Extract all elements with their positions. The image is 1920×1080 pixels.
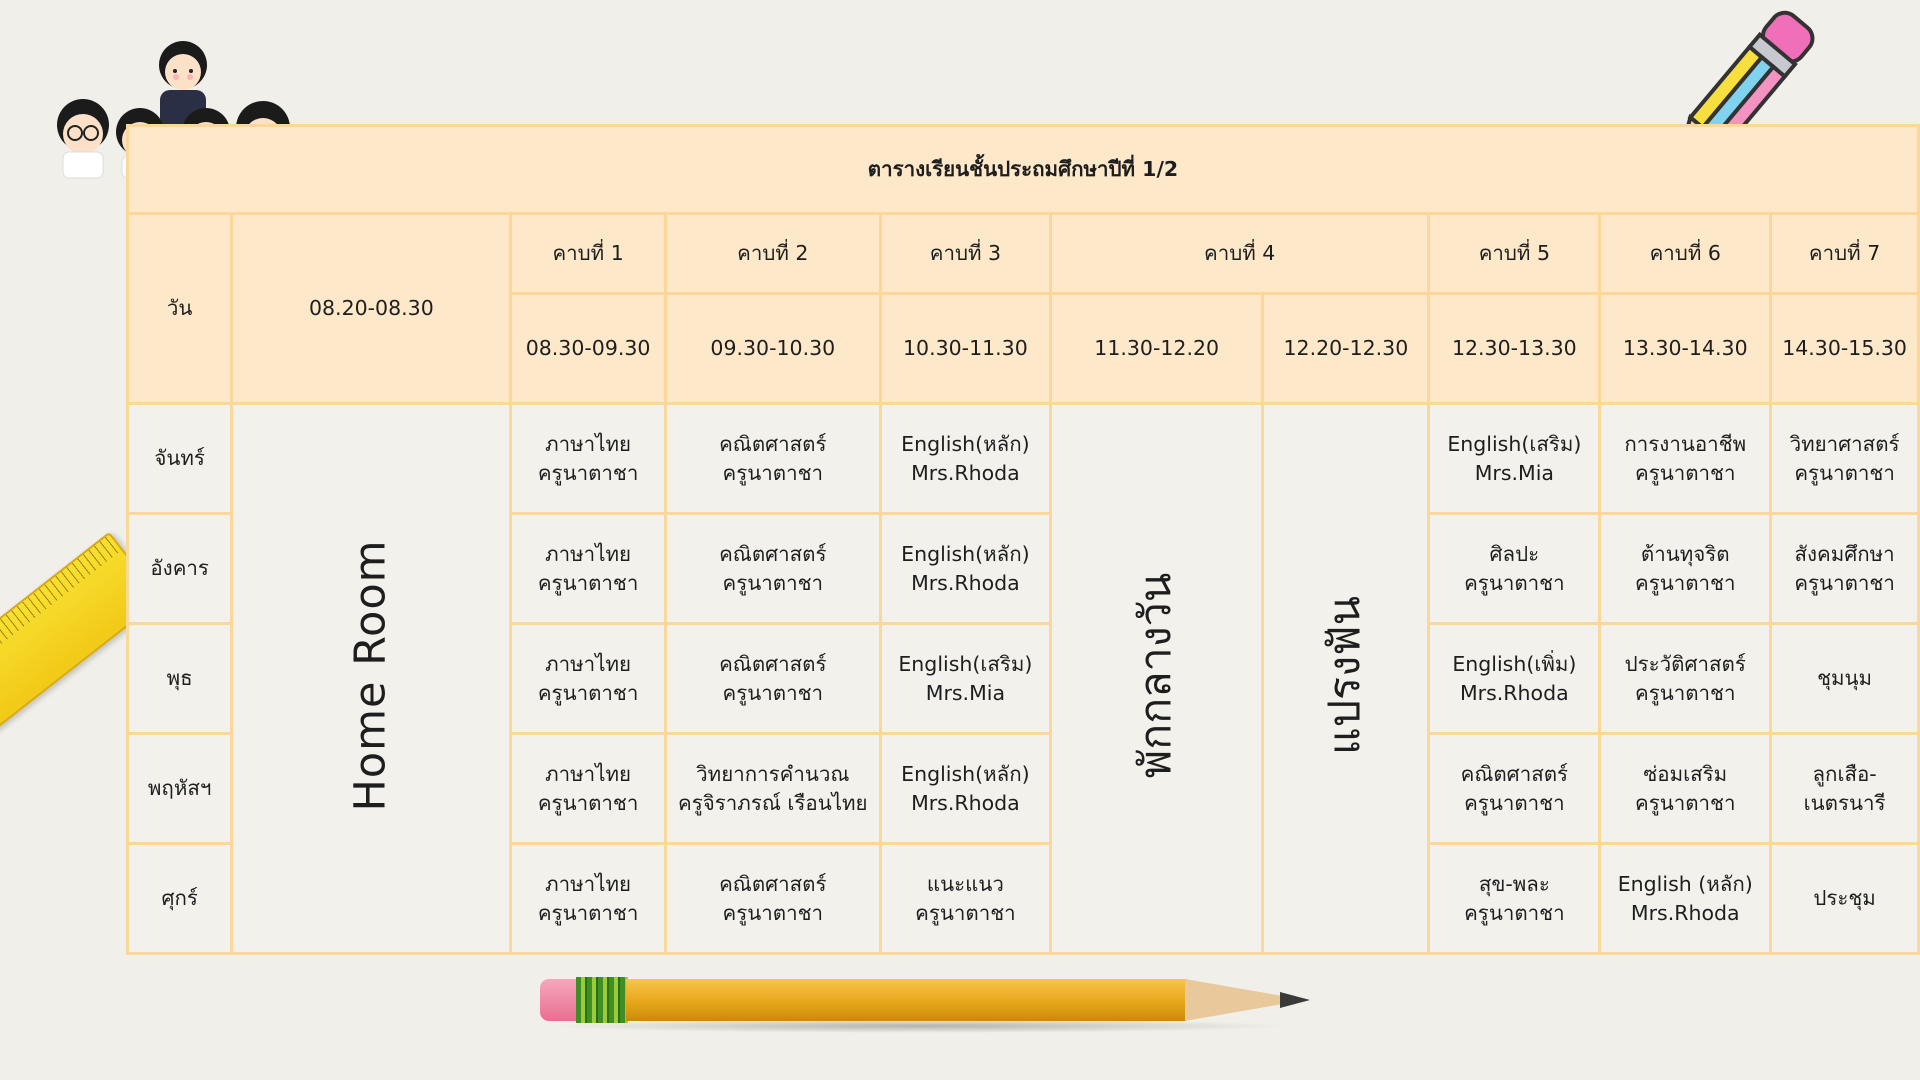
subject-name: English(หลัก)	[901, 431, 1030, 456]
timetable-title: ตารางเรียนชั้นประถมศึกษาปีที่ 1/2	[128, 126, 1919, 214]
time-header: 10.30-11.30	[880, 294, 1050, 404]
subject-cell	[1429, 404, 1600, 514]
subject-cell	[511, 404, 665, 514]
subject-name: สุข-พละ	[1478, 871, 1550, 896]
subject-cell	[880, 514, 1050, 624]
subject-cell	[511, 844, 665, 954]
brush-teeth-cell	[1263, 404, 1429, 954]
day-name: พฤหัสฯ	[128, 734, 232, 844]
subject-cell	[1600, 844, 1771, 954]
teacher-name: ครูนาตาชา	[1794, 460, 1895, 485]
subject-cell	[665, 844, 880, 954]
subject-name: English(หลัก)	[901, 761, 1030, 786]
time-header: 09.30-10.30	[665, 294, 880, 404]
teacher-name: ครูนาตาชา	[915, 900, 1016, 925]
time-header: 13.30-14.30	[1600, 294, 1771, 404]
pencil-eraser	[540, 979, 578, 1021]
homeroom-time: 08.20-08.30	[232, 214, 511, 404]
period-header: คาบที่ 2	[665, 214, 880, 294]
time-header: 08.30-09.30	[511, 294, 665, 404]
subject-name: ชุมนุม	[1817, 666, 1873, 690]
teacher-name: Mrs.Rhoda	[1630, 900, 1740, 925]
subject-name: ประวัติศาสตร์	[1624, 651, 1746, 676]
subject-name: ศิลปะ	[1489, 541, 1540, 566]
day-name: พุธ	[128, 624, 232, 734]
subject-name: English(เสริม)	[1447, 431, 1582, 456]
homeroom-cell	[232, 404, 511, 954]
subject-cell	[665, 404, 880, 514]
teacher-name: Mrs.Rhoda	[911, 790, 1020, 815]
teacher-name: ครูนาตาชา	[1634, 680, 1736, 705]
subject-name: วิทยาการคำนวณ	[696, 761, 850, 786]
subject-name: English (หลัก)	[1617, 871, 1753, 896]
subject-cell	[1429, 844, 1600, 954]
subject-name: แนะแนว	[926, 871, 1004, 896]
period-header: คาบที่ 1	[511, 214, 665, 294]
teacher-name: ครูนาตาชา	[1794, 570, 1895, 595]
teacher-name: Mrs.Rhoda	[911, 570, 1020, 595]
subject-cell	[665, 734, 880, 844]
subject-cell	[665, 514, 880, 624]
subject-name: ต้านทุจริต	[1640, 541, 1730, 566]
teacher-name: ครูนาตาชา	[537, 900, 639, 925]
subject-name: ซ่อมเสริม	[1643, 761, 1728, 786]
teacher-name: ครูนาตาชา	[1634, 790, 1736, 815]
teacher-name: ครูนาตาชา	[722, 460, 824, 485]
subject-name: ลูกเสือ-	[1812, 761, 1877, 786]
time-header: 12.20-12.30	[1263, 294, 1429, 404]
subject-name: ภาษาไทย	[545, 541, 632, 566]
teacher-name: Mrs.Rhoda	[911, 460, 1020, 485]
time-header: 12.30-13.30	[1429, 294, 1600, 404]
subject-cell	[1771, 844, 1919, 954]
subject-name: คณิตศาสตร์	[719, 431, 827, 456]
period-header: คาบที่ 6	[1600, 214, 1771, 294]
subject-name: สังคมศึกษา	[1794, 541, 1895, 566]
subject-name: ภาษาไทย	[545, 761, 632, 786]
period-header: คาบที่ 5	[1429, 214, 1600, 294]
day-header: วัน	[128, 214, 232, 404]
teacher-name: ครูนาตาชา	[722, 680, 824, 705]
teacher-name: Mrs.Rhoda	[1460, 680, 1569, 705]
teacher-name: ครูนาตาชา	[537, 570, 639, 595]
subject-name: คณิตศาสตร์	[719, 871, 827, 896]
teacher-name: เนตรนารี	[1803, 790, 1886, 815]
subject-name: English(หลัก)	[901, 541, 1030, 566]
lunch-break-cell	[1050, 404, 1262, 954]
day-name: จันทร์	[128, 404, 232, 514]
subject-cell	[1771, 734, 1919, 844]
pencil-lead	[1280, 992, 1310, 1008]
subject-cell	[511, 514, 665, 624]
subject-cell	[1600, 734, 1771, 844]
teacher-name: Mrs.Mia	[925, 680, 1006, 705]
teacher-name: ครูนาตาชา	[722, 570, 824, 595]
subject-cell	[1600, 514, 1771, 624]
pencil-body	[626, 979, 1186, 1021]
subject-cell	[511, 734, 665, 844]
teacher-name: Mrs.Mia	[1474, 460, 1554, 485]
period-header: คาบที่ 4	[1050, 214, 1428, 294]
timetable	[126, 124, 1920, 955]
time-header: 14.30-15.30	[1771, 294, 1919, 404]
subject-name: การงานอาชีพ	[1624, 431, 1747, 456]
subject-name: English(เพิ่ม)	[1452, 651, 1577, 676]
teacher-name: ครูจิราภรณ์ เรือนไทย	[678, 790, 868, 815]
pencil-ferrule	[576, 977, 628, 1023]
subject-cell	[1429, 514, 1600, 624]
subject-name: ภาษาไทย	[545, 431, 632, 456]
subject-cell	[1600, 404, 1771, 514]
subject-cell	[511, 624, 665, 734]
subject-name: คณิตศาสตร์	[719, 651, 827, 676]
teacher-name: ครูนาตาชา	[537, 680, 639, 705]
teacher-name: ครูนาตาชา	[1634, 570, 1736, 595]
period-header: คาบที่ 7	[1771, 214, 1919, 294]
homeroom-label: Home Room	[345, 538, 396, 812]
teacher-name: ครูนาตาชา	[1634, 460, 1736, 485]
lunch-break-label: พักกลางวัน	[1131, 572, 1182, 778]
subject-cell	[880, 624, 1050, 734]
subject-cell	[1600, 624, 1771, 734]
teacher-name: ครูนาตาชา	[1464, 900, 1565, 925]
subject-name: วิทยาศาสตร์	[1789, 431, 1900, 456]
subject-name: English(เสริม)	[898, 651, 1033, 676]
teacher-name: ครูนาตาชา	[1464, 570, 1565, 595]
time-header: 11.30-12.20	[1050, 294, 1262, 404]
period-header: คาบที่ 3	[880, 214, 1050, 294]
teacher-name: ครูนาตาชา	[537, 460, 639, 485]
subject-name: คณิตศาสตร์	[1460, 761, 1569, 786]
subject-cell	[1771, 514, 1919, 624]
subject-cell	[1771, 624, 1919, 734]
subject-name: ประชุม	[1813, 886, 1876, 910]
subject-cell	[665, 624, 880, 734]
subject-cell	[880, 734, 1050, 844]
subject-name: คณิตศาสตร์	[719, 541, 827, 566]
subject-name: ภาษาไทย	[545, 871, 632, 896]
teacher-name: ครูนาตาชา	[722, 900, 824, 925]
brush-teeth-label: แปรงฟัน	[1320, 595, 1371, 755]
teacher-name: ครูนาตาชา	[1464, 790, 1565, 815]
subject-cell	[1429, 624, 1600, 734]
subject-cell	[1429, 734, 1600, 844]
subject-name: ภาษาไทย	[545, 651, 632, 676]
teacher-name: ครูนาตาชา	[537, 790, 639, 815]
day-name: อังคาร	[128, 514, 232, 624]
subject-cell	[880, 404, 1050, 514]
subject-cell	[1771, 404, 1919, 514]
day-name: ศุกร์	[128, 844, 232, 954]
pencil-illustration	[540, 975, 1335, 1031]
subject-cell	[880, 844, 1050, 954]
